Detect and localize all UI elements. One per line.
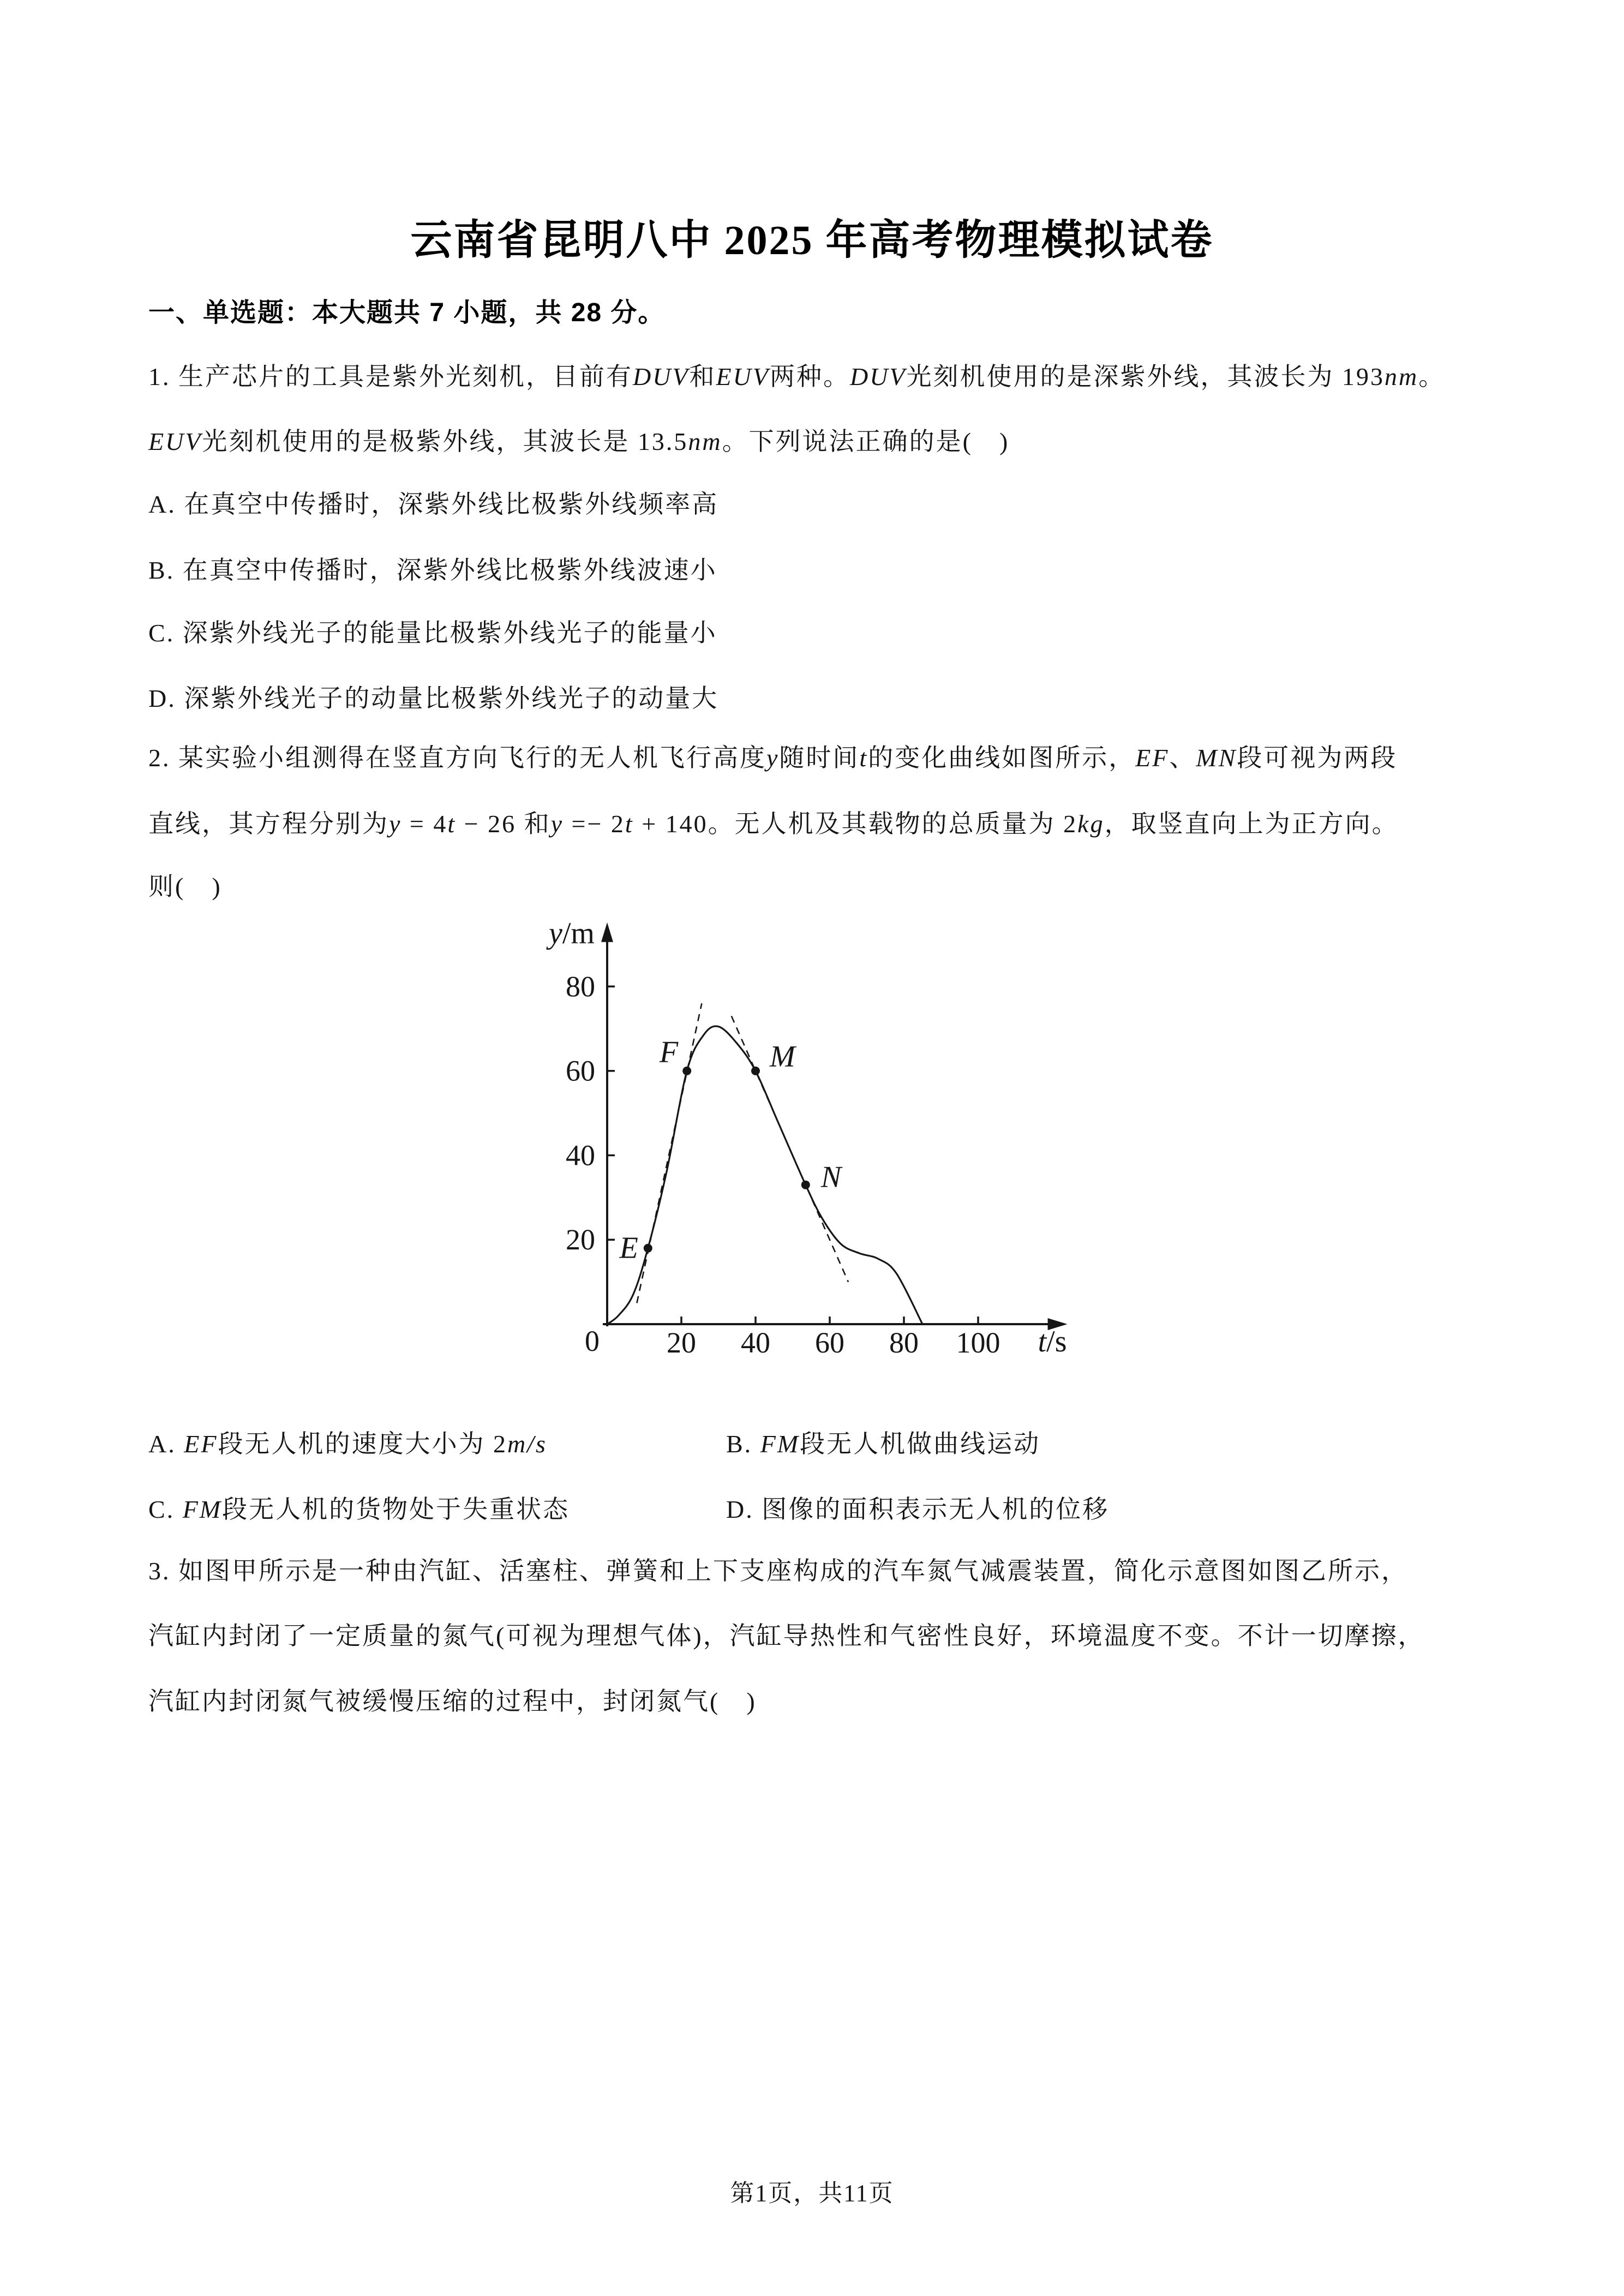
point-label-M: M <box>770 1039 795 1074</box>
q2-text-line-1: 2. 某实验小组测得在竖直方向飞行的无人机飞行高度y随时间t的变化曲线如图所示，EF、MN段可视为两段 <box>148 744 1398 772</box>
q2-option-b: B. FM段无人机做曲线运动 <box>726 1430 1041 1458</box>
x-axis-title: t/s <box>1038 1325 1067 1359</box>
q3-text-line-3: 汽缸内封闭氮气被缓慢压缩的过程中，封闭氮气( ) <box>148 1687 757 1715</box>
y-tick-label: 20 <box>566 1223 595 1257</box>
x-tick-label: 60 <box>815 1326 844 1359</box>
page-title: 云南省昆明八中 2025 年高考物理模拟试卷 <box>410 218 1214 263</box>
data-point-N <box>801 1181 810 1189</box>
q1-option-c: C. 深紫外线光子的能量比极紫外线光子的能量小 <box>148 619 717 647</box>
x-tick-label: 80 <box>889 1326 919 1359</box>
altitude-curve <box>607 1026 922 1324</box>
q2-text-line-3: 则( ) <box>148 873 222 900</box>
y-axis-title: y/m <box>549 916 595 951</box>
q2-option-d: D. 图像的面积表示无人机的位移 <box>726 1495 1110 1523</box>
q2-text-line-2: 直线，其方程分别为y = 4t − 26 和y =− 2t + 140。无人机及其载物的总质量为 2kg，取竖直向上为正方向。 <box>148 810 1399 838</box>
point-label-F: F <box>659 1035 679 1069</box>
q1-option-b: B. 在真空中传播时，深紫外线比极紫外线波速小 <box>148 556 717 584</box>
page-number-footer: 第1页，共11页 <box>730 2180 894 2207</box>
x-tick-label: 40 <box>741 1326 770 1359</box>
origin-label: 0 <box>585 1325 600 1357</box>
section-header: 一、单选题：本大题共 7 小题，共 28 分。 <box>148 298 666 327</box>
q2-option-a: A. EF段无人机的速度大小为 2m/s <box>148 1430 547 1458</box>
y-tick-label: 80 <box>566 970 595 1003</box>
q1-option-d: D. 深紫外线光子的动量比极紫外线光子的动量大 <box>148 684 719 712</box>
q3-text-line-2: 汽缸内封闭了一定质量的氮气(可视为理想气体)，汽缸导热性和气密性良好，环境温度不变。不计一切摩擦， <box>148 1622 1425 1650</box>
y-tick-label: 60 <box>566 1054 595 1087</box>
data-point-F <box>682 1067 691 1075</box>
point-label-N: N <box>820 1160 842 1194</box>
q1-text-line-2: EUV光刻机使用的是极紫外线，其波长是 13.5nm。下列说法正确的是( ) <box>148 428 1010 455</box>
y-tick-label: 40 <box>566 1139 595 1172</box>
q1-text-line-1: 1. 生产芯片的工具是紫外光刻机，目前有DUV和EUV两种。DUV光刻机使用的是深紫外线，其波长为 193nm。 <box>148 363 1446 390</box>
q1-option-a: A. 在真空中传播时，深紫外线比极紫外线频率高 <box>148 490 719 518</box>
point-label-E: E <box>619 1231 638 1265</box>
y-axis-arrow <box>601 922 613 942</box>
q2-option-c: C. FM段无人机的货物处于失重状态 <box>148 1495 570 1523</box>
chart-svg <box>535 903 1096 1393</box>
x-tick-label: 20 <box>667 1326 696 1359</box>
data-point-E <box>644 1244 652 1253</box>
flight-altitude-chart <box>535 903 1096 1393</box>
data-point-M <box>751 1067 760 1075</box>
q3-text-line-1: 3. 如图甲所示是一种由汽缸、活塞柱、弹簧和上下支座构成的汽车氮气减震装置，简化示意图如图乙所示， <box>148 1557 1408 1585</box>
x-tick-label: 100 <box>956 1326 1000 1359</box>
